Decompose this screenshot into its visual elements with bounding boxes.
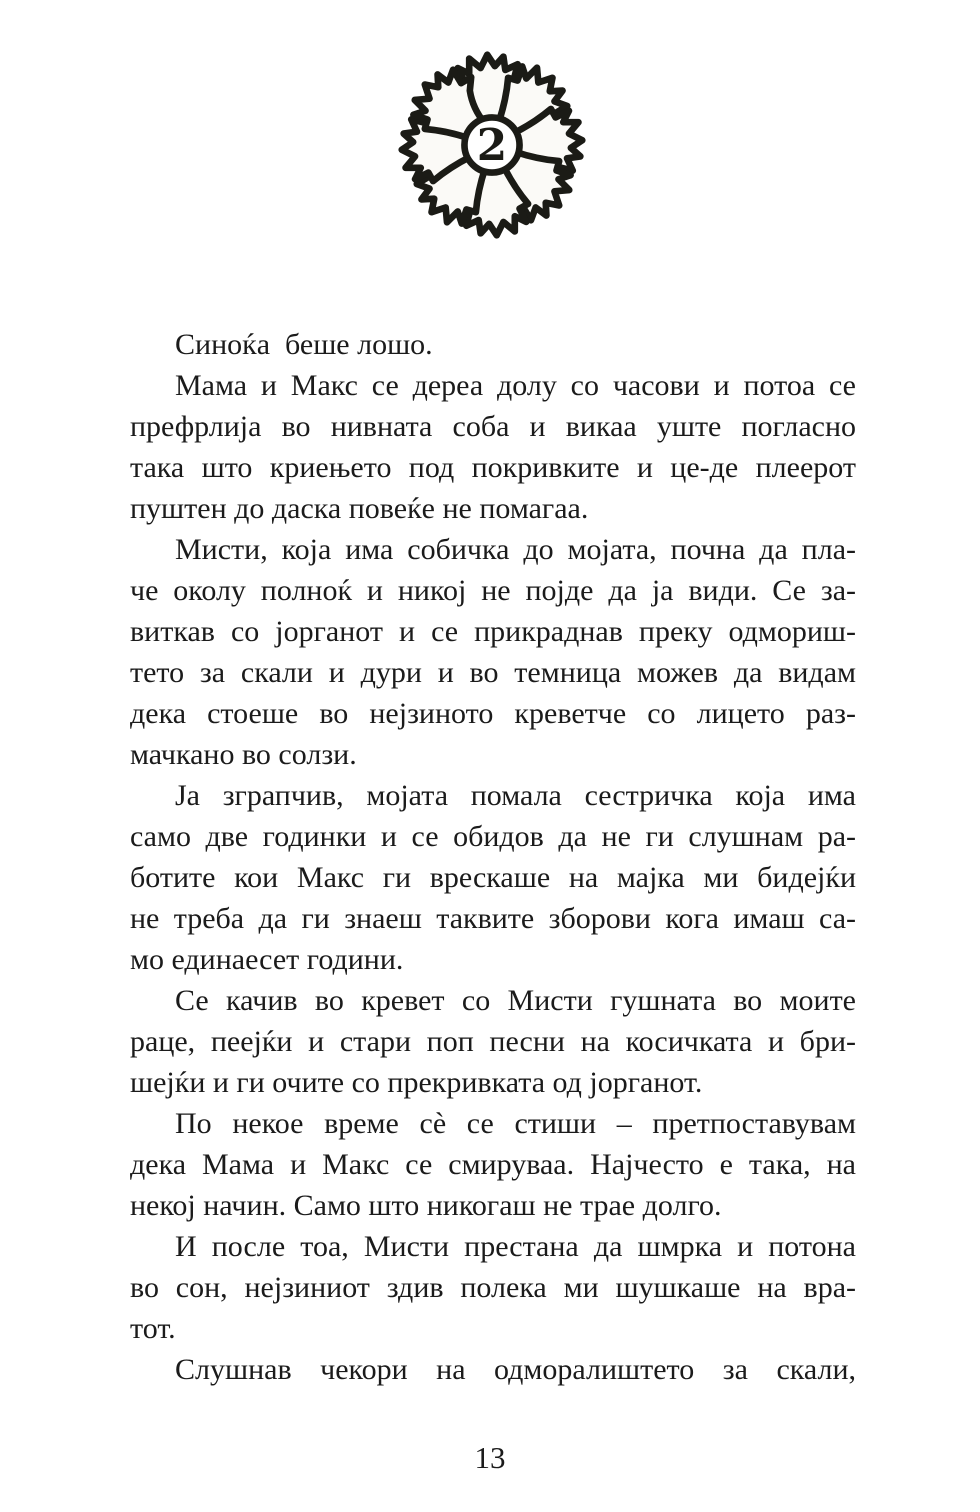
text-line: така што криењето под покривките и це-де плеерот <box>130 451 856 484</box>
text-line: раце, пеејќи и стари поп песни на косичката и бри- <box>130 1025 856 1058</box>
text-line: Се качив во кревет со Мисти гушната во моите <box>175 984 856 1017</box>
text-line: тето за скали и дури и во темница можев да видам <box>130 656 856 689</box>
text-line: По некое време сè се стиши – претпоставувам <box>175 1107 856 1140</box>
chapter-ornament <box>397 50 587 240</box>
paragraph <box>130 324 856 365</box>
text-line: Мисти, која има собичка до мојата, почна да пла- <box>175 533 856 566</box>
text-line: дека стоеше во нејзиното креветче со лицето раз- <box>130 697 856 730</box>
text-line: че околу полноќ и никој не појде да ја види. Се за- <box>130 574 856 607</box>
paragraph <box>130 980 856 1103</box>
text-line: Мама и Макс се дереа долу со часови и потоа се <box>175 369 856 402</box>
text-line: префрлија во нивната соба и викаа уште погласно <box>130 410 856 443</box>
paragraph <box>130 529 856 775</box>
text-line: мо единаесет години. <box>130 943 404 976</box>
text-line: ботите кои Макс ги врескаше на мајка ми бидејќи <box>130 861 856 894</box>
text-line: виткав со јорганот и се прикраднав преку одмориш- <box>130 615 856 648</box>
text-line: пуштен до даска повеќе не помагаа. <box>130 492 589 525</box>
chapter-text <box>130 324 856 1390</box>
paragraph <box>130 365 856 529</box>
text-line: И после тоа, Мисти престана да шмрка и потона <box>175 1230 856 1263</box>
text-line: шејќи и ги очите со прекривката од јорганот. <box>130 1066 703 1099</box>
text-line: Ја зграпчив, мојата помала сестричка која има <box>175 779 856 812</box>
text-line: Слушнав чекори на одморалиштето за скали, <box>175 1353 856 1386</box>
text-line: само две годинки и се обидов да не ги слушнам ра- <box>130 820 856 853</box>
flower-icon <box>397 50 587 240</box>
text-line: дека Мама и Макс се смируваа. Најчесто е така, на <box>130 1148 856 1181</box>
text-line: тот. <box>130 1312 176 1345</box>
text-line: во сон, нејзиниот здив полека ми шушкаше на вра- <box>130 1271 856 1304</box>
paragraph <box>130 775 856 980</box>
paragraph <box>130 1103 856 1226</box>
text-line: мачкано во солзи. <box>130 738 357 771</box>
paragraph <box>130 1226 856 1349</box>
text-line: Синоќа беше лошо. <box>175 328 433 361</box>
chapter-number: 2 <box>476 120 508 172</box>
text-line: некој начин. Само што никогаш не трае долго. <box>130 1189 722 1222</box>
page-number: 13 <box>474 1440 506 1475</box>
paragraph <box>130 1349 856 1390</box>
text-line: не треба да ги знаеш таквите зборови кога имаш са- <box>130 902 856 935</box>
